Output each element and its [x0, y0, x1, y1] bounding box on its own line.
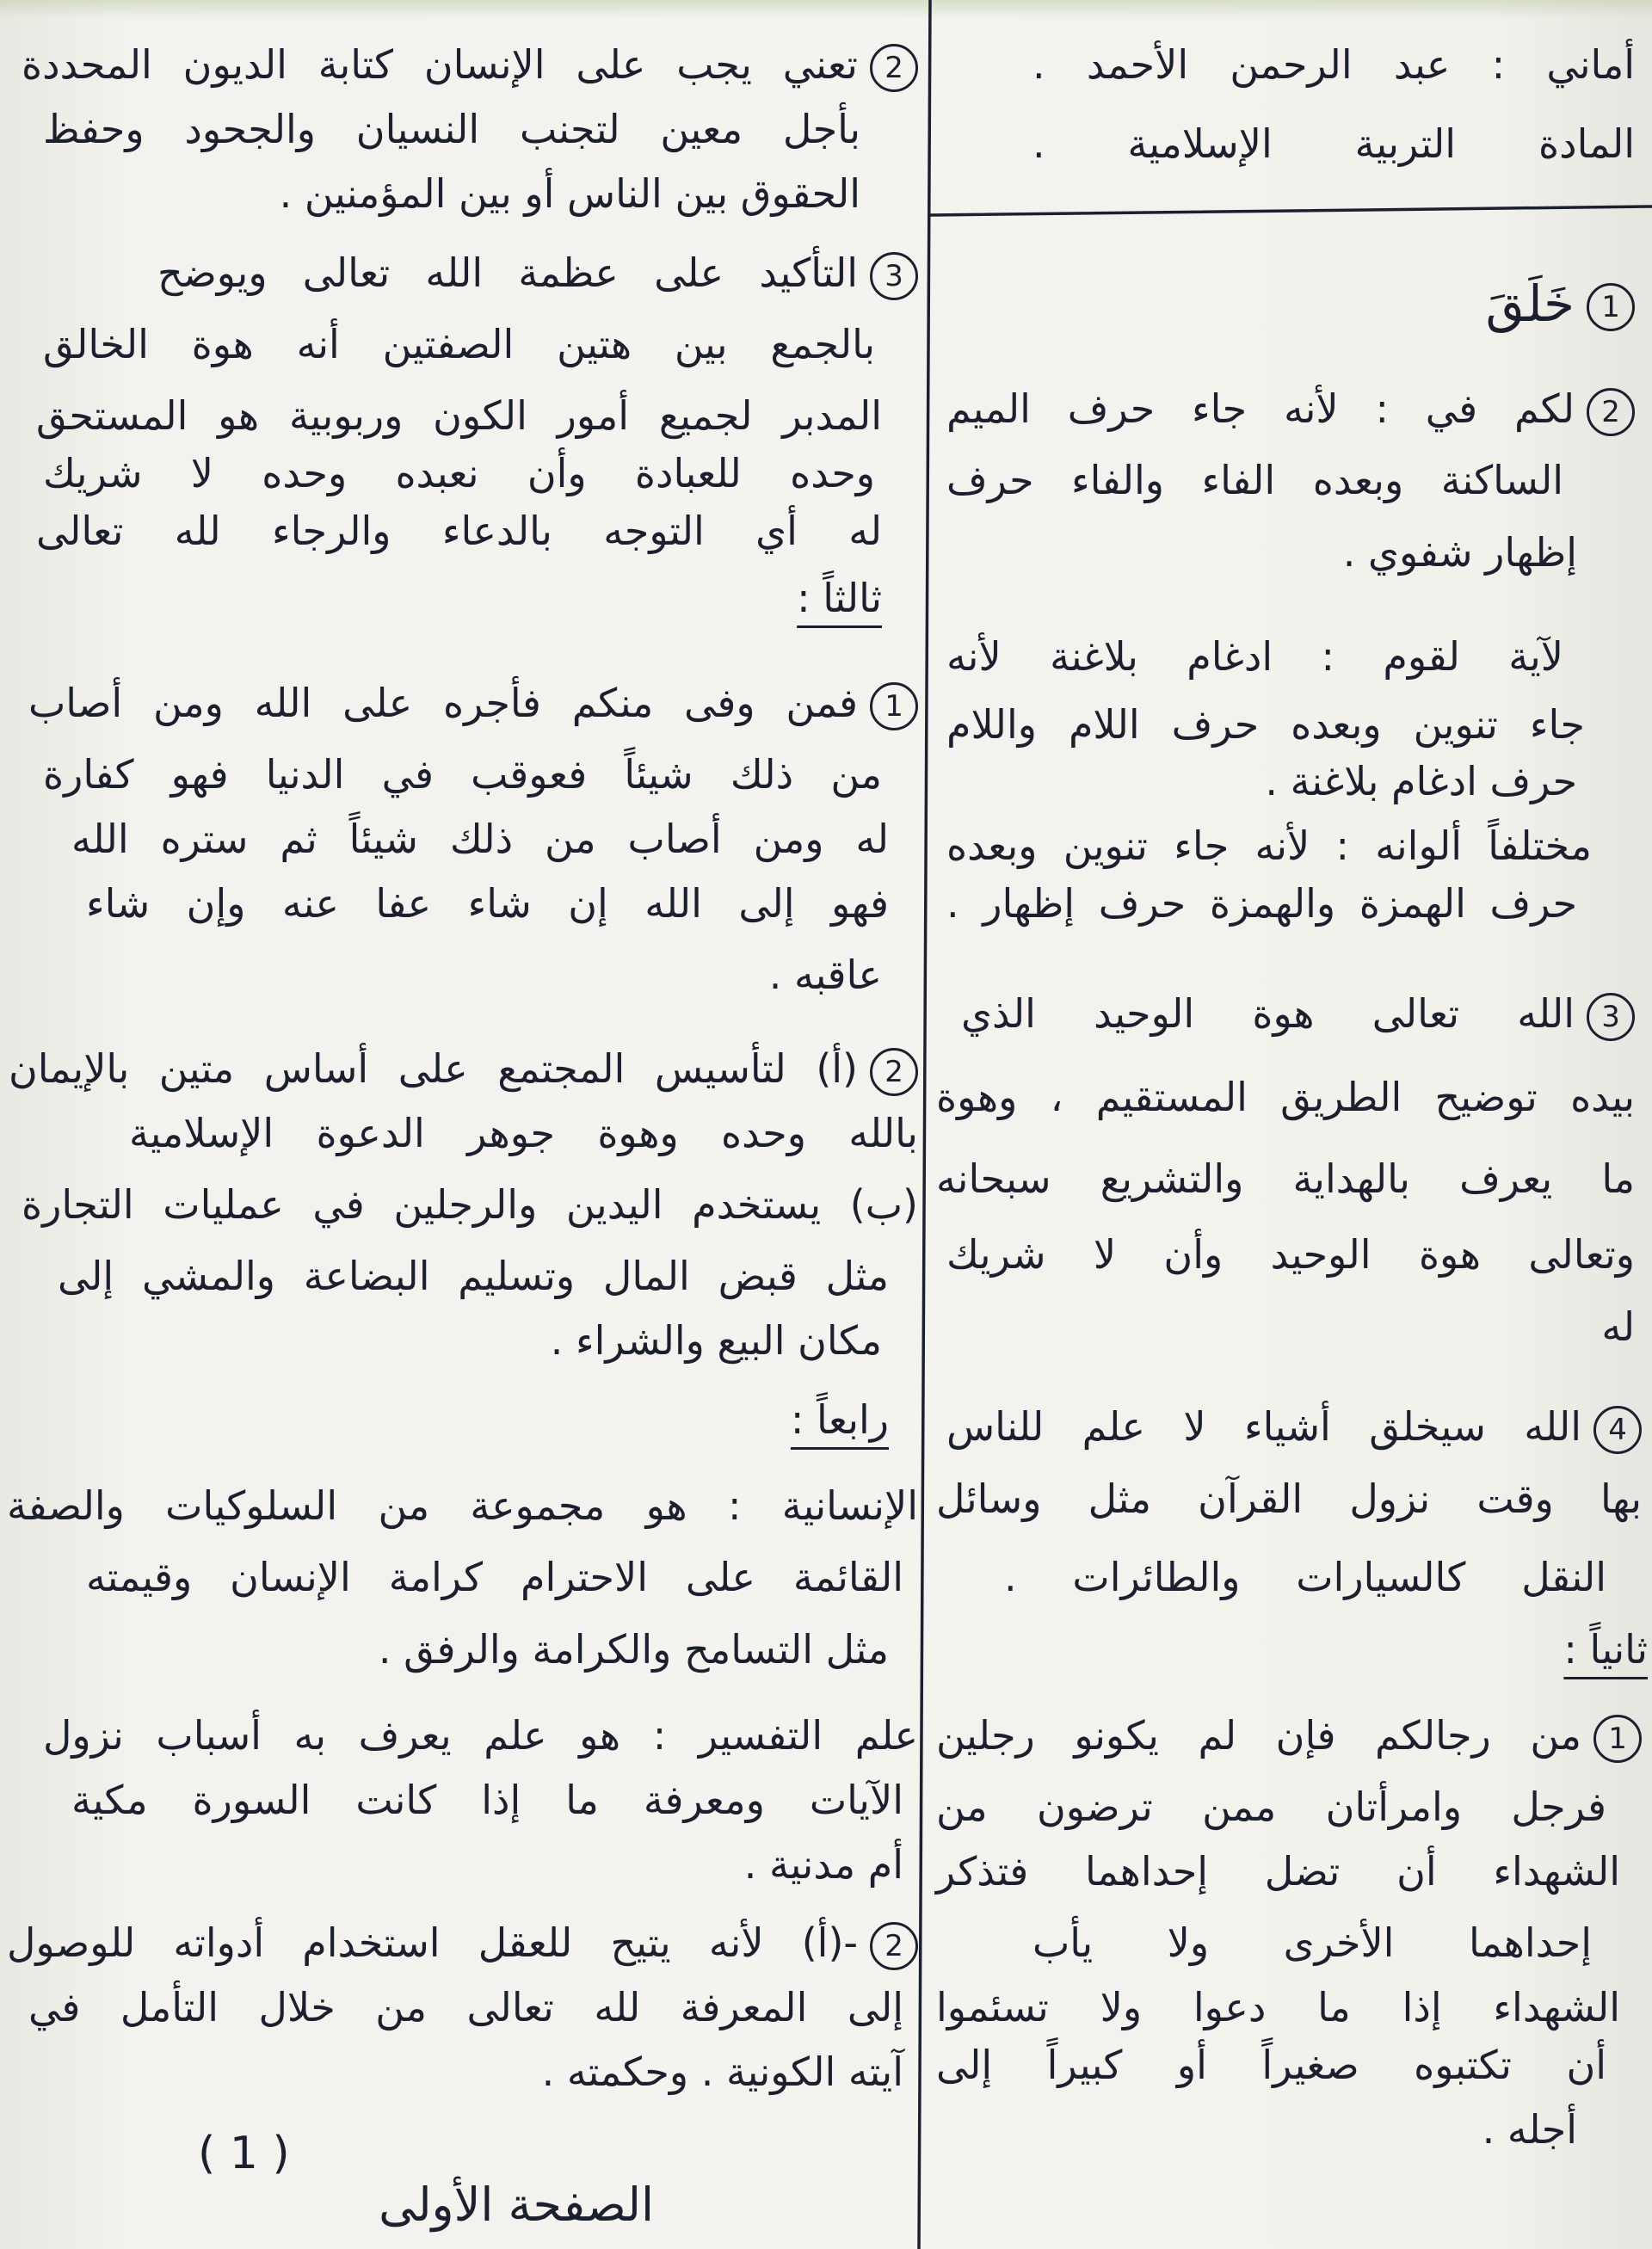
answer-line: أن تكتبوه صغيراً أو كبيراً إلى	[936, 2042, 1606, 2088]
answer-line: المدبر لجميع أمور الكون وربوبية هو المستحق	[36, 392, 882, 439]
item-number-badge: 2	[870, 1922, 918, 1970]
answer-line	[936, 1705, 1642, 1765]
answer-line: بالله وحده وهوة جوهر الدعوة الإسلامية	[129, 1110, 918, 1156]
answer-line: (ب) يستخدم اليدين والرجلين في عمليات التجارة	[22, 1181, 918, 1228]
answer-line: وحده للعبادة وأن نعبده وحده لا شريك	[43, 450, 875, 496]
line-text: تعني يجب على الإنسان كتابة الديون المحددة	[22, 41, 858, 88]
student-name: أماني : عبد الرحمن الأحمد .	[1032, 41, 1635, 88]
page-label: الصفحة الأولى	[379, 2178, 654, 2232]
answer-line: بها وقت نزول القرآن مثل وسائل	[936, 1476, 1642, 1522]
item-number-badge: 1	[1587, 283, 1635, 331]
item-number-badge: 4	[1593, 1406, 1642, 1454]
answer-line: آيته الكونية . وحكمته .	[541, 2049, 903, 2095]
answer-line	[9, 1038, 918, 1099]
answer-line	[157, 243, 918, 303]
answer-line: إظهار شفوي .	[1342, 529, 1577, 576]
header-rule	[931, 206, 1652, 215]
answer-line: الحقوق بين الناس أو بين المؤمنين .	[279, 170, 860, 217]
answer-line: فهو إلى الله إن شاء عفا عنه وإن شاء	[86, 880, 889, 927]
item-number-badge: 3	[870, 252, 918, 300]
answer-line: بالجمع بين هتين الصفتين أنه هوة الخالق	[43, 321, 875, 367]
item-number-badge: 1	[870, 682, 918, 730]
answer-line: فرجل وامرأتان ممن ترضون من	[936, 1784, 1606, 1830]
answer-line: مثل قبض المال وتسليم البضاعة والمشي إلى	[58, 1253, 889, 1299]
section-heading: رابعاً :	[790, 1396, 889, 1443]
answer-line	[22, 34, 918, 95]
answer-line: الآيات ومعرفة ما إذا كانت السورة مكية	[71, 1777, 903, 1823]
item-number-badge: 2	[870, 1048, 918, 1096]
item-number-badge: 2	[870, 44, 918, 92]
answer-line: له أي التوجه بالدعاء والرجاء لله تعالى	[36, 508, 882, 554]
answer-line: حرف ادغام بلاغنة .	[1265, 758, 1577, 804]
answer-line: أجله .	[1482, 2106, 1577, 2153]
answer-line: أم مدنية .	[743, 1841, 903, 1888]
answer-line: النقل كالسيارات والطائرات .	[1004, 1554, 1606, 1600]
answer-line: علم التفسير : هو علم يعرف به أسباب نزول	[43, 1712, 918, 1759]
answer-line: بيده توضيح الطريق المستقيم ، وهوة	[936, 1074, 1635, 1120]
answer-line: الشهداء أن تضل إحداهما فتذكر	[936, 1848, 1620, 1895]
line-text: التأكيد على عظمة الله تعالى ويوضح	[157, 250, 858, 296]
line-text: خَلَقَ	[1485, 274, 1575, 333]
answer-line: إحداهما الأخرى ولا يأب	[1032, 1919, 1592, 1966]
answer-line: له ومن أصاب من ذلك شيئاً ثم ستره الله	[71, 816, 889, 862]
answer-line: حرف الهمزة والهمزة حرف إظهار .	[946, 880, 1577, 927]
answer-line	[28, 673, 918, 733]
answer-line	[946, 379, 1635, 439]
answer-line: مكان البيع والشراء .	[550, 1317, 882, 1364]
item-number-badge: 2	[1587, 388, 1635, 436]
item-number-badge: 1	[1593, 1715, 1642, 1763]
line-text: لكم في : لأنه جاء حرف الميم	[946, 385, 1575, 432]
answer-line	[1486, 268, 1635, 339]
answer-line: وتعالى هوة الوحيد وأن لا شريك	[946, 1231, 1635, 1278]
answer-line: له	[1601, 1303, 1635, 1350]
answer-line: بأجل معين لتجنب النسيان والجحود وحفظ	[43, 106, 860, 152]
line-text: (أ) لتأسيس المجتمع على أساس متين بالإيمان	[9, 1045, 858, 1092]
line-text: الله تعالى هوة الوحيد الذي	[961, 990, 1575, 1037]
answer-line: الإنسانية : هو مجموعة من السلوكيات والصفة	[7, 1482, 918, 1529]
line-text: فمن وفى منكم فأجره على الله ومن أصاب	[28, 680, 858, 726]
line-text: الله سيخلق أشياء لا علم للناس	[946, 1403, 1581, 1450]
line-text: من رجالكم فإن لم يكونو رجلين	[936, 1712, 1581, 1759]
line-text: -(أ) لأنه يتيح للعقل استخدام أدواته للوصول	[7, 1919, 858, 1966]
subject-line: المادة التربية الإسلامية .	[1032, 120, 1635, 167]
answer-line: ما يعرف بالهداية والتشريع سبحانه	[936, 1155, 1635, 1202]
answer-line	[946, 1396, 1642, 1457]
page-number: ( 1 )	[198, 2128, 290, 2179]
answer-line: إلى المعرفة لله تعالى من خلال التأمل في	[28, 1984, 903, 2030]
answer-line: مختلفاً ألوانه : لأنه جاء تنوين وبعده	[946, 823, 1592, 869]
section-heading: ثانياً :	[1563, 1626, 1648, 1673]
answer-line	[961, 983, 1635, 1044]
section-heading: ثالثاً :	[797, 575, 882, 621]
answer-line: الشهداء إذا ما دعوا ولا تسئموا	[936, 1984, 1620, 2030]
column-divider	[919, 0, 930, 2249]
item-number-badge: 3	[1587, 993, 1635, 1041]
answer-line: عاقبه .	[768, 952, 882, 998]
answer-line: من ذلك شيئاً فعوقب في الدنيا فهو كفارة	[43, 751, 882, 798]
answer-line	[7, 1913, 918, 1973]
answer-line: الساكنة وبعده الفاء والفاء حرف	[946, 457, 1563, 503]
answer-line: لآية لقوم : ادغام بلاغنة لأنه	[946, 633, 1563, 680]
answer-line: مثل التسامح والكرامة والرفق .	[378, 1626, 889, 1673]
answer-line: القائمة على الاحترام كرامة الإنسان وقيمته	[86, 1554, 903, 1600]
answer-line: جاء تنوين وبعده حرف اللام واللام	[946, 701, 1585, 748]
